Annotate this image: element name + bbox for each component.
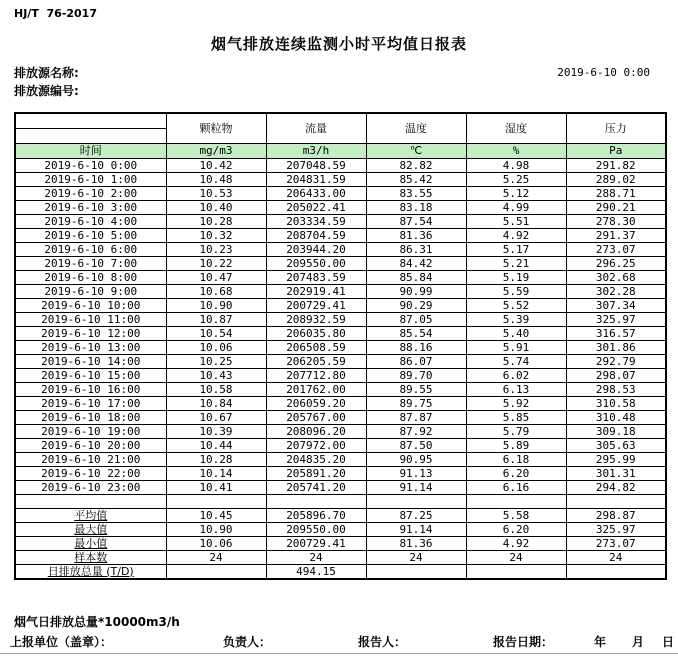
value-cell: 10.53 — [166, 186, 266, 200]
table-row — [15, 298, 666, 312]
unit-temperature: ℃ — [366, 143, 466, 158]
value-cell: 292.79 — [566, 354, 666, 368]
value-cell: 204831.59 — [266, 172, 366, 186]
value-cell: 4.92 — [466, 228, 566, 242]
value-cell: 10.67 — [166, 410, 266, 424]
value-cell: 85.84 — [366, 270, 466, 284]
time-cell: 2019-6-10 1:00 — [15, 172, 166, 186]
header-empty-cell-bottom — [15, 128, 166, 143]
table-row — [15, 396, 666, 410]
value-cell: 10.58 — [166, 382, 266, 396]
value-cell: 10.44 — [166, 438, 266, 452]
table-body — [15, 158, 666, 579]
value-cell: 5.39 — [466, 312, 566, 326]
value-cell: 5.91 — [466, 340, 566, 354]
summary-label-cell: 最大值 — [15, 522, 166, 536]
col-header-humidity: 湿度 — [466, 113, 566, 143]
value-cell: 288.71 — [566, 186, 666, 200]
table-row — [15, 158, 666, 172]
time-cell: 2019-6-10 3:00 — [15, 200, 166, 214]
value-cell: 91.13 — [366, 466, 466, 480]
summary-row — [15, 522, 666, 536]
value-cell — [366, 564, 466, 579]
value-cell: 10.54 — [166, 326, 266, 340]
value-cell: 87.87 — [366, 410, 466, 424]
time-cell: 2019-6-10 8:00 — [15, 270, 166, 284]
value-cell: 10.23 — [166, 242, 266, 256]
empty-cell — [366, 494, 466, 508]
value-cell: 5.12 — [466, 186, 566, 200]
value-cell: 273.07 — [566, 242, 666, 256]
value-cell: 83.55 — [366, 186, 466, 200]
value-cell: 10.90 — [166, 522, 266, 536]
value-cell: 310.48 — [566, 410, 666, 424]
table-row — [15, 200, 666, 214]
table-row — [15, 172, 666, 186]
value-cell: 290.21 — [566, 200, 666, 214]
value-cell: 494.15 — [266, 564, 366, 579]
col-header-temperature: 温度 — [366, 113, 466, 143]
value-cell: 296.25 — [566, 256, 666, 270]
empty-cell — [15, 494, 166, 508]
value-cell: 5.51 — [466, 214, 566, 228]
value-cell: 84.42 — [366, 256, 466, 270]
table-row — [15, 354, 666, 368]
source-id-label: 排放源编号: — [14, 84, 79, 98]
value-cell: 87.05 — [366, 312, 466, 326]
time-cell: 2019-6-10 5:00 — [15, 228, 166, 242]
time-cell: 2019-6-10 10:00 — [15, 298, 166, 312]
value-cell — [166, 564, 266, 579]
responsible-label: 负责人： — [223, 635, 272, 649]
value-cell: 298.53 — [566, 382, 666, 396]
day-label: 日 — [662, 635, 675, 649]
time-cell: 2019-6-10 17:00 — [15, 396, 166, 410]
value-cell: 89.75 — [366, 396, 466, 410]
value-cell: 209550.00 — [266, 522, 366, 536]
unit-particulate: mg/m3 — [166, 143, 266, 158]
value-cell: 81.36 — [366, 228, 466, 242]
value-cell: 205891.20 — [266, 466, 366, 480]
table-row — [15, 228, 666, 242]
value-cell: 206059.20 — [266, 396, 366, 410]
value-cell: 82.82 — [366, 158, 466, 172]
value-cell: 10.48 — [166, 172, 266, 186]
report-table — [14, 112, 667, 580]
col-header-particulate: 颗粒物 — [166, 113, 266, 143]
value-cell: 294.82 — [566, 480, 666, 494]
value-cell: 305.63 — [566, 438, 666, 452]
value-cell: 302.28 — [566, 284, 666, 298]
value-cell: 301.86 — [566, 340, 666, 354]
time-cell: 2019-6-10 7:00 — [15, 256, 166, 270]
value-cell: 5.89 — [466, 438, 566, 452]
standard-code: HJ/T 76-2017 — [14, 7, 97, 20]
value-cell: 85.54 — [366, 326, 466, 340]
summary-row — [15, 508, 666, 522]
value-cell: 91.14 — [366, 480, 466, 494]
time-cell: 2019-6-10 11:00 — [15, 312, 166, 326]
time-cell: 2019-6-10 23:00 — [15, 480, 166, 494]
value-cell: 90.95 — [366, 452, 466, 466]
value-cell: 316.57 — [566, 326, 666, 340]
value-cell: 208932.59 — [266, 312, 366, 326]
summary-row — [15, 550, 666, 564]
unit-flow: m3/h — [266, 143, 366, 158]
value-cell: 6.13 — [466, 382, 566, 396]
time-cell: 2019-6-10 14:00 — [15, 354, 166, 368]
table-row — [15, 256, 666, 270]
table-row — [15, 410, 666, 424]
table-row — [15, 424, 666, 438]
value-cell — [466, 564, 566, 579]
table-row — [15, 382, 666, 396]
value-cell: 203944.20 — [266, 242, 366, 256]
value-cell: 10.68 — [166, 284, 266, 298]
value-cell: 10.45 — [166, 508, 266, 522]
value-cell: 207048.59 — [266, 158, 366, 172]
value-cell: 81.36 — [366, 536, 466, 550]
value-cell: 6.20 — [466, 522, 566, 536]
value-cell: 325.97 — [566, 312, 666, 326]
value-cell: 10.47 — [166, 270, 266, 284]
table-row — [15, 214, 666, 228]
empty-cell — [266, 494, 366, 508]
value-cell: 207483.59 — [266, 270, 366, 284]
source-name-label: 排放源名称: — [14, 66, 79, 80]
value-cell: 298.87 — [566, 508, 666, 522]
value-cell: 10.32 — [166, 228, 266, 242]
bottom-divider — [0, 653, 678, 654]
value-cell: 87.25 — [366, 508, 466, 522]
value-cell: 87.50 — [366, 438, 466, 452]
report-datetime: 2019-6-10 0:00 — [557, 66, 650, 79]
value-cell: 206508.59 — [266, 340, 366, 354]
value-cell: 5.79 — [466, 424, 566, 438]
table-row — [15, 186, 666, 200]
time-cell: 2019-6-10 22:00 — [15, 466, 166, 480]
value-cell: 89.55 — [366, 382, 466, 396]
summary-row — [15, 564, 666, 579]
value-cell: 4.98 — [466, 158, 566, 172]
value-cell: 205767.00 — [266, 410, 366, 424]
value-cell: 5.58 — [466, 508, 566, 522]
value-cell: 10.84 — [166, 396, 266, 410]
value-cell: 10.39 — [166, 424, 266, 438]
unit-pressure: Pa — [566, 143, 666, 158]
spacer-row — [15, 494, 666, 508]
value-cell: 6.02 — [466, 368, 566, 382]
value-cell: 208704.59 — [266, 228, 366, 242]
table-row — [15, 270, 666, 284]
value-cell: 90.99 — [366, 284, 466, 298]
month-label: 月 — [632, 635, 645, 649]
summary-label-cell: 样本数 — [15, 550, 166, 564]
value-cell: 291.82 — [566, 158, 666, 172]
time-cell: 2019-6-10 12:00 — [15, 326, 166, 340]
time-cell: 2019-6-10 4:00 — [15, 214, 166, 228]
table-row — [15, 284, 666, 298]
value-cell: 4.99 — [466, 200, 566, 214]
value-cell: 10.43 — [166, 368, 266, 382]
value-cell: 5.52 — [466, 298, 566, 312]
value-cell: 10.28 — [166, 214, 266, 228]
table-row — [15, 242, 666, 256]
value-cell: 6.16 — [466, 480, 566, 494]
value-cell: 203334.59 — [266, 214, 366, 228]
value-cell: 6.18 — [466, 452, 566, 466]
value-cell: 208096.20 — [266, 424, 366, 438]
summary-label-cell: 日排放总量 (T/D) — [15, 564, 166, 579]
time-cell: 2019-6-10 2:00 — [15, 186, 166, 200]
value-cell: 5.92 — [466, 396, 566, 410]
table-row — [15, 438, 666, 452]
value-cell: 209550.00 — [266, 256, 366, 270]
table-row — [15, 368, 666, 382]
col-header-pressure: 压力 — [566, 113, 666, 143]
value-cell: 5.19 — [466, 270, 566, 284]
page-title: 烟气排放连续监测小时平均值日报表 — [210, 35, 467, 53]
report-unit-label: 上报单位（盖章）： — [10, 635, 113, 649]
summary-label-cell: 平均值 — [15, 508, 166, 522]
unit-humidity: % — [466, 143, 566, 158]
value-cell: 4.92 — [466, 536, 566, 550]
empty-cell — [466, 494, 566, 508]
value-cell: 10.41 — [166, 480, 266, 494]
value-cell: 83.18 — [366, 200, 466, 214]
time-cell: 2019-6-10 9:00 — [15, 284, 166, 298]
summary-row — [15, 536, 666, 550]
value-cell: 5.40 — [466, 326, 566, 340]
value-cell: 86.07 — [366, 354, 466, 368]
time-cell: 2019-6-10 18:00 — [15, 410, 166, 424]
value-cell: 87.92 — [366, 424, 466, 438]
table-row — [15, 326, 666, 340]
value-cell: 206035.80 — [266, 326, 366, 340]
time-cell: 2019-6-10 20:00 — [15, 438, 166, 452]
value-cell: 85.42 — [366, 172, 466, 186]
value-cell: 298.07 — [566, 368, 666, 382]
value-cell — [566, 564, 666, 579]
value-cell: 91.14 — [366, 522, 466, 536]
table-row — [15, 312, 666, 326]
report-date-label: 报告日期： — [493, 635, 554, 649]
value-cell: 200729.41 — [266, 536, 366, 550]
value-cell: 205022.41 — [266, 200, 366, 214]
value-cell: 90.29 — [366, 298, 466, 312]
table-row — [15, 452, 666, 466]
header-empty-cell-top — [15, 113, 166, 128]
time-header: 时间 — [15, 143, 166, 158]
empty-cell — [566, 494, 666, 508]
value-cell: 6.20 — [466, 466, 566, 480]
value-cell: 10.42 — [166, 158, 266, 172]
value-cell: 5.25 — [466, 172, 566, 186]
value-cell: 24 — [566, 550, 666, 564]
empty-cell — [166, 494, 266, 508]
value-cell: 10.22 — [166, 256, 266, 270]
reporter-label: 报告人： — [358, 635, 407, 649]
value-cell: 289.02 — [566, 172, 666, 186]
col-header-flow: 流量 — [266, 113, 366, 143]
table-row — [15, 480, 666, 494]
signature-line — [0, 633, 678, 649]
time-cell: 2019-6-10 16:00 — [15, 382, 166, 396]
summary-label-cell: 最小值 — [15, 536, 166, 550]
value-cell: 205896.70 — [266, 508, 366, 522]
value-cell: 206433.00 — [266, 186, 366, 200]
value-cell: 24 — [266, 550, 366, 564]
value-cell: 10.40 — [166, 200, 266, 214]
value-cell: 88.16 — [366, 340, 466, 354]
value-cell: 87.54 — [366, 214, 466, 228]
time-cell: 2019-6-10 21:00 — [15, 452, 166, 466]
value-cell: 5.59 — [466, 284, 566, 298]
value-cell: 301.31 — [566, 466, 666, 480]
value-cell: 302.68 — [566, 270, 666, 284]
value-cell: 200729.41 — [266, 298, 366, 312]
value-cell: 10.87 — [166, 312, 266, 326]
value-cell: 86.31 — [366, 242, 466, 256]
value-cell: 5.21 — [466, 256, 566, 270]
value-cell: 5.74 — [466, 354, 566, 368]
value-cell: 309.18 — [566, 424, 666, 438]
value-cell: 273.07 — [566, 536, 666, 550]
value-cell: 325.97 — [566, 522, 666, 536]
value-cell: 205741.20 — [266, 480, 366, 494]
time-cell: 2019-6-10 13:00 — [15, 340, 166, 354]
value-cell: 24 — [466, 550, 566, 564]
table-row — [15, 340, 666, 354]
value-cell: 10.28 — [166, 452, 266, 466]
unit-row — [15, 143, 666, 158]
value-cell: 278.30 — [566, 214, 666, 228]
table-row — [15, 466, 666, 480]
value-cell: 207972.00 — [266, 438, 366, 452]
value-cell: 10.25 — [166, 354, 266, 368]
value-cell: 10.90 — [166, 298, 266, 312]
year-label: 年 — [594, 635, 607, 649]
value-cell: 307.34 — [566, 298, 666, 312]
value-cell: 24 — [366, 550, 466, 564]
value-cell: 10.14 — [166, 466, 266, 480]
value-cell: 24 — [166, 550, 266, 564]
value-cell: 291.37 — [566, 228, 666, 242]
value-cell: 10.06 — [166, 340, 266, 354]
time-cell: 2019-6-10 15:00 — [15, 368, 166, 382]
value-cell: 202919.41 — [266, 284, 366, 298]
time-cell: 2019-6-10 0:00 — [15, 158, 166, 172]
time-cell: 2019-6-10 6:00 — [15, 242, 166, 256]
value-cell: 310.58 — [566, 396, 666, 410]
value-cell: 204835.20 — [266, 452, 366, 466]
time-cell: 2019-6-10 19:00 — [15, 424, 166, 438]
footer-note: 烟气日排放总量*10000m3/h — [14, 615, 180, 629]
header-row-top — [15, 113, 666, 128]
value-cell: 206205.59 — [266, 354, 366, 368]
value-cell: 5.85 — [466, 410, 566, 424]
value-cell: 201762.00 — [266, 382, 366, 396]
value-cell: 5.17 — [466, 242, 566, 256]
value-cell: 207712.80 — [266, 368, 366, 382]
value-cell: 89.70 — [366, 368, 466, 382]
value-cell: 295.99 — [566, 452, 666, 466]
value-cell: 10.06 — [166, 536, 266, 550]
